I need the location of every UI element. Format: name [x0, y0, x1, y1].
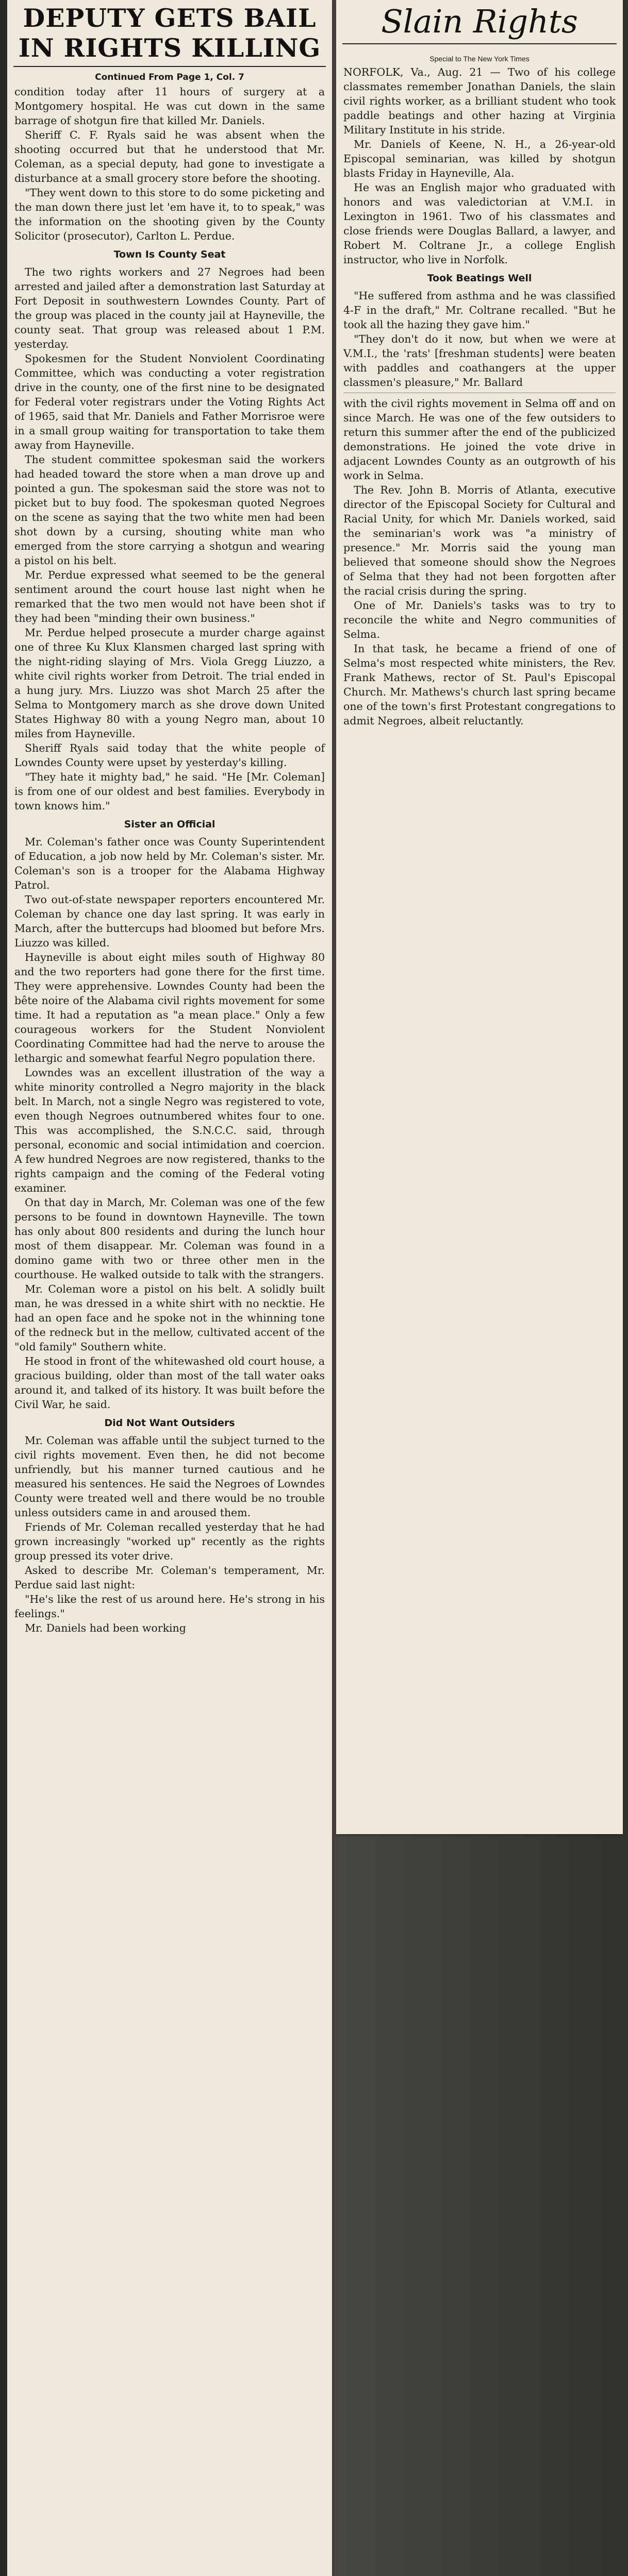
paragraph: "They went down to this store to do some picketing and the man down there just let 'em have it, to to speak," was the information on the shooting given by the County Solicitor (prosecutor), Carlton L. Perdue.: [14, 187, 325, 242]
paragraph: On that day in March, Mr. Coleman was one of the few persons to be found in downtown Hayneville. The town has only about 800 residents and during the lunch hour most of them disappear. Mr. Coleman was found in a domino game with two or three other men in the courthouse. He walked outside to talk with the strangers.: [14, 1196, 325, 1281]
headline-rule: [342, 43, 617, 44]
headline-rule: [13, 66, 326, 67]
paragraph: "He suffered from asthma and he was classified 4-F in the draft," Mr. Coltrane recalled. "But he took all the hazing they gave him.": [343, 290, 616, 331]
paragraph: The two rights workers and 27 Negroes had been arrested and jailed after a demonstration last Saturday at Fort Deposit in southwestern Lowndes County. Part of the group was placed in the county jail at Hayneville, the county seat. That group was released about 1 P.M. yesterday.: [14, 266, 325, 350]
paragraph: Mr. Perdue helped prosecute a murder charge against one of three Ku Klux Klansmen charged last spring with the night-riding slaying of Mrs. Viola Gregg Liuzzo, a white civil rights worker from Detroit. The trial ended in a hung jury. Mrs. Liuzzo was shot March 25 after the Selma to Montgomery march as she drove down United States Highway 80 with a young Negro man, about 10 miles from Hayneville.: [14, 626, 325, 740]
paragraph: "They hate it mighty bad," he said. "He [Mr. Coleman] is from one of our oldest and best families. Everybody in town knows him.": [14, 771, 325, 812]
right-column-text: [336, 65, 623, 728]
special-credit: Special to The New York Times: [429, 55, 530, 63]
paragraph: Hayneville is about eight miles south of Highway 80 and the two reporters had gone there for the first time. They were apprehensive. Lowndes County had been the bête noire of the Alabama civil rights movement for some time. It had a reputation as "a mean place." Only a few courageous workers for the Student Nonviolent Coordinating Committee had had the nerve to arouse the lethargic and somewhat fearful Negro population there.: [14, 951, 325, 1064]
paragraph: One of Mr. Daniels's tasks was to try to reconcile the white and Negro communities of Selma.: [343, 599, 616, 640]
paragraph: Sheriff Ryals said today that the white people of Lowndes County were upset by yesterday's killing.: [14, 742, 325, 769]
paragraph: Spokesmen for the Student Nonviolent Coordinating Committee, which was conducting a voter registration drive in the county, one of the first nine to be designated for Federal voter registrars under the Voting Rights Act of 1965, said that Mr. Daniels and Father Morrisroe were in a small group waiting for transportation to take them away from Hayneville.: [14, 352, 325, 451]
paragraph: Mr. Coleman wore a pistol on his belt. A solidly built man, he was dressed in a white shirt with no necktie. He had an open face and he spoke not in the whinning tone of the redneck but in the mellow, cultivated accent of the "old family" Southern white.: [14, 1283, 325, 1353]
paragraph: Mr. Perdue expressed what seemed to be the general sentiment around the court house last night when he remarked that the two men would not have been shot if they had been "minding their own business.": [14, 569, 325, 624]
paragraph: NORFOLK, Va., Aug. 21 — Two of his college classmates remember Jonathan Daniels, the slain civil rights worker, as a brilliant student who took paddle beatings and other hazing at Virginia Military Institute in his stride.: [343, 66, 616, 136]
paragraph: Mr. Coleman was affable until the subject turned to the civil rights movement. Even then, he did not become unfriendly, but his manner turned cautious and he measured his sentences. He said the Negroes of Lowndes County were treated well and there would be no trouble unless outsiders came in and aroused them.: [14, 1434, 325, 1519]
crosshead: Town Is County Seat: [113, 249, 226, 260]
paragraph: Two out-of-state newspaper reporters encountered Mr. Coleman by chance one day last spring. It was early in March, after the buttercups had bloomed but before Mrs. Liuzzo was killed.: [14, 893, 325, 949]
paragraph: In that task, he became a friend of one of Selma's most respected white ministers, the Rev. Frank Mathews, rector of St. Paul's Episcopal Church. Mr. Mathews's church last spring became one of the town's first Protestant congregations to admit Negroes, albeit reluctantly.: [343, 642, 616, 727]
paragraph: The Rev. John B. Morris of Atlanta, executive director of the Episcopal Society for Cultural and Racial Unity, for which Mr. Daniels worked, said the seminarian's work was "a ministry of presence." Mr. Morris said the young man believed that someone should show the Negroes of Selma that they had not been forgotten after the racial crisis during the spring.: [343, 484, 616, 597]
paragraph: He stood in front of the whitewashed old court house, a gracious building, older than most of the tall water oaks around it, and talked of its history. It was built before the Civil War, he said.: [14, 1355, 325, 1411]
paragraph: Sheriff C. F. Ryals said he was absent when the shooting occurred but that he understood that Mr. Coleman, as a special deputy, had gone to investigate a disturbance at a small grocery store before the shooting.: [14, 129, 325, 184]
crosshead: Took Beatings Well: [427, 273, 532, 284]
paragraph: Mr. Coleman's father once was County Superintendent of Education, a job now held by Mr. Coleman's sister. Mr. Coleman's son is a trooper for the Alabama Highway Patrol.: [14, 836, 325, 891]
paragraph: The student committee spokesman said the workers had headed toward the store when a man drove up and pointed a gun. The spokesman said the store was not to picket but to buy food. The spokesman quoted Negroes on the scene as saying that the two white men had been shot down by a cursing, shouting white man who emerged from the store carrying a shotgun and wearing a pistol on his belt.: [14, 453, 325, 567]
paragraph: Mr. Daniels of Keene, N. H., a 26-year-old Episcopal seminarian, was killed by shotgun blasts Friday in Hayneville, Ala.: [343, 138, 616, 179]
left-clipping: [7, 0, 332, 2576]
headline: DEPUTY GETS BAIL IN RIGHTS KILLING: [18, 3, 321, 63]
continued-line: Continued From Page 1, Col. 7: [95, 72, 244, 82]
right-clipping: [336, 0, 623, 1834]
paragraph: condition today after 11 hours of surgery at a Montgomery hospital. He was cut down in the same barrage of shotgun fire that killed Mr. Daniels.: [14, 86, 325, 127]
crosshead: Did Not Want Outsiders: [104, 1417, 235, 1429]
paragraph: "He's like the rest of us around here. He's strong in his feelings.": [14, 1593, 325, 1620]
crosshead: Sister an Official: [124, 819, 216, 830]
left-column-text: [7, 84, 332, 1635]
headline-right: Slain Rights: [381, 3, 578, 40]
paragraph: Friends of Mr. Coleman recalled yesterday that he had grown increasingly "worked up" recently as the rights group pressed its voter drive.: [14, 1521, 325, 1562]
paragraph: with the civil rights movement in Selma off and on since March. He was one of the few outsiders to return this summer after the end of the publicized demonstrations. He joined the vote drive in adjacent Lowndes County as an outgrowth of his work in Selma.: [343, 397, 616, 482]
paragraph: He was an English major who graduated with honors and was valedictorian at V.M.I. in Lexington in 1961. Two of his classmates and close friends were Douglas Ballard, a lawyer, and Robert M. Coltrane Jr., a college English instructor, who live in Norfolk.: [343, 181, 616, 266]
paragraph: "They don't do it now, but when we were at V.M.I., the 'rats' [freshman students] were beaten with paddles and coathangers at the upper classmen's pleasure," Mr. Ballard: [343, 333, 616, 388]
paragraph: Lowndes was an excellent illustration of the way a white minority controlled a Negro majority in the black belt. In March, not a single Negro was registered to vote, even though Negroes outnumbered whites four to one. This was accomplished, the S.N.C.C. said, through personal, economic and social intimidation and coercion. A few hundred Negroes are now registered, thanks to the rights campaign and the coming of the Federal voting examiner.: [14, 1066, 325, 1194]
paragraph: Mr. Daniels had been working: [25, 1622, 186, 1634]
paragraph: Asked to describe Mr. Coleman's temperament, Mr. Perdue said last night:: [14, 1564, 325, 1591]
